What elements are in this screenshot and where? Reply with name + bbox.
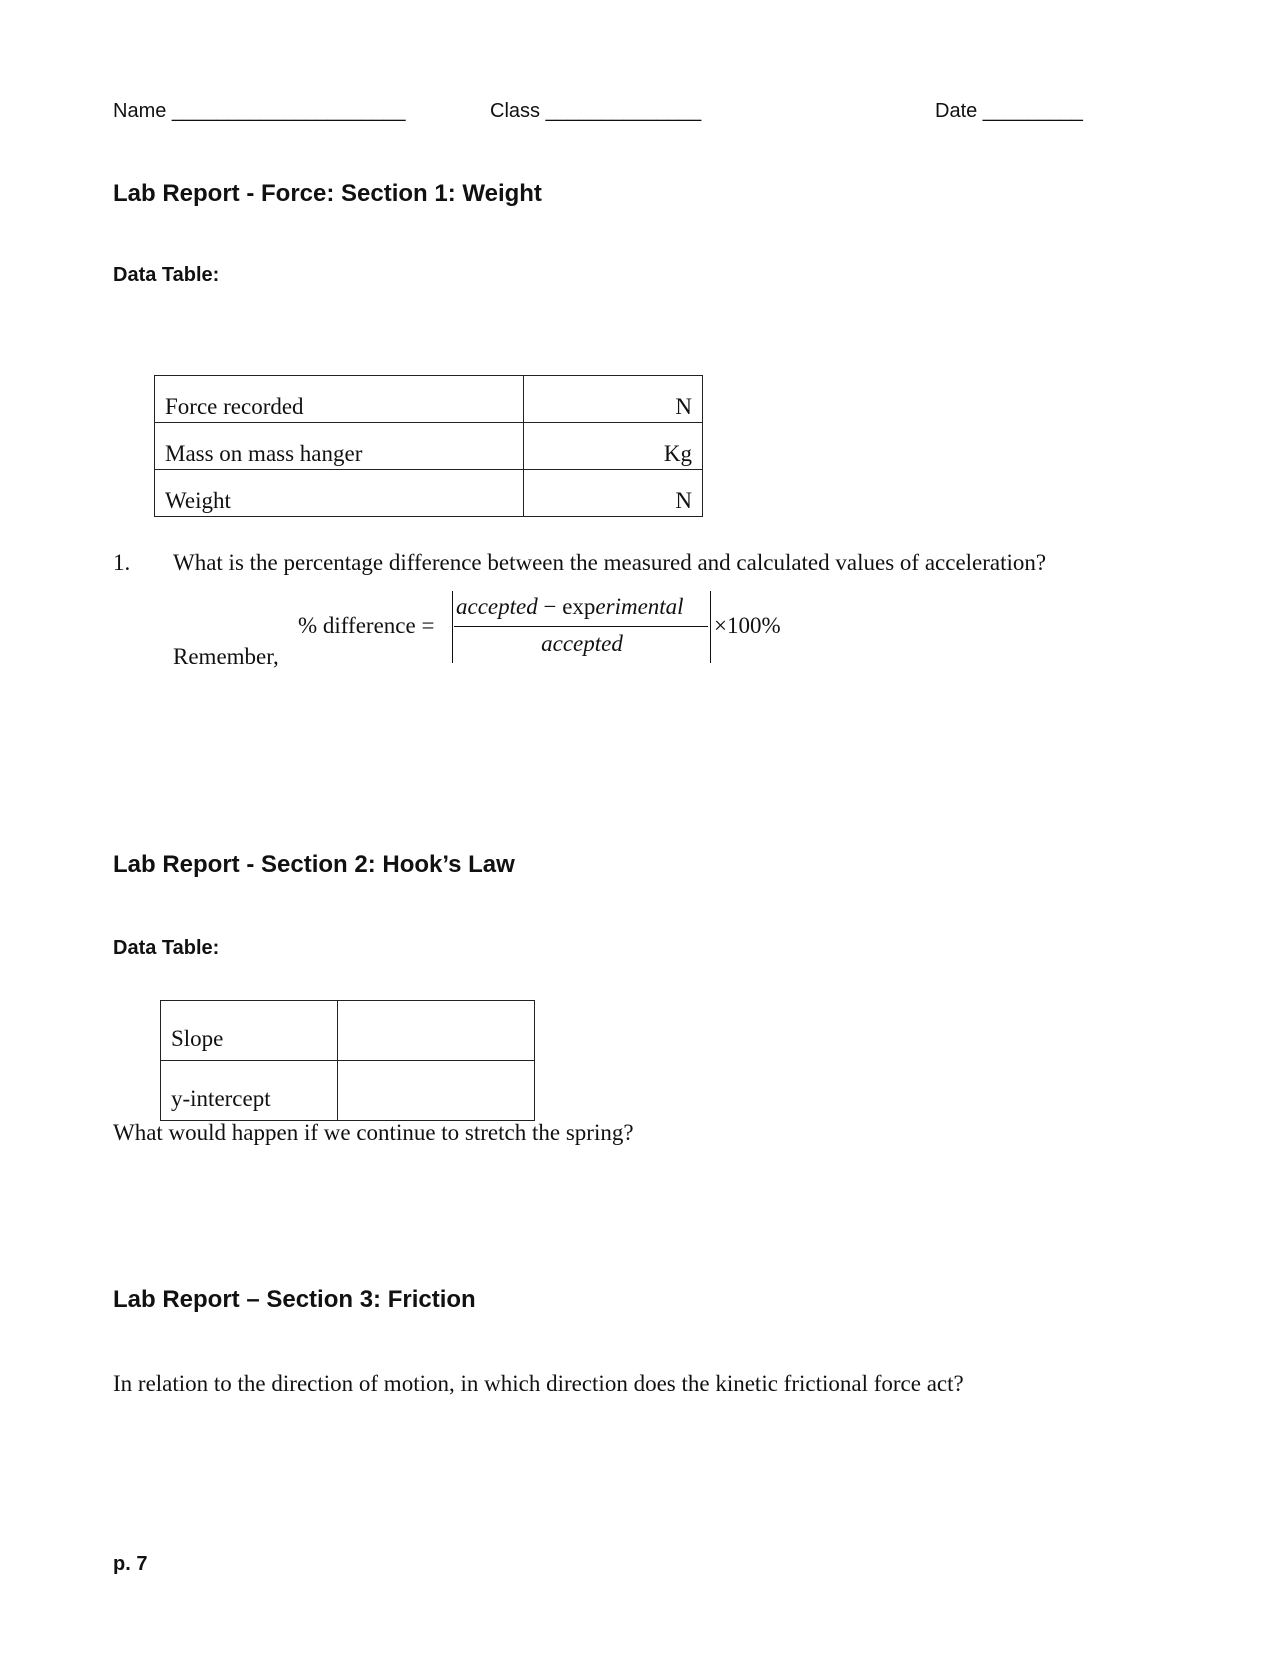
table-row: [155, 423, 703, 470]
table-row: [161, 1001, 535, 1061]
section2-table-label: Data Table:: [113, 937, 220, 959]
slope-label: Slope: [161, 1001, 338, 1061]
formula-numerator: accepted − experimental: [456, 594, 684, 619]
table-row: [155, 376, 703, 423]
section3-question: In relation to the direction of motion, in which direction does the kinetic frictional force act?: [113, 1371, 964, 1396]
page-number: p. 7: [113, 1553, 148, 1575]
y-intercept-value: [338, 1061, 535, 1121]
fraction-line: [454, 626, 708, 627]
question-1-text: What is the percentage difference between the measured and calculated values of acceleration?: [173, 550, 1047, 575]
section3-title: Lab Report – Section 3: Friction: [113, 1286, 476, 1313]
formula-lhs: % difference =: [298, 613, 435, 638]
date-field: Date _________: [935, 100, 1083, 122]
formula-rhs: ×100%: [714, 613, 781, 638]
force-recorded-unit: N: [524, 376, 703, 423]
slope-value: [338, 1001, 535, 1061]
question-1-number: 1.: [113, 550, 131, 575]
class-field: Class ______________: [490, 100, 702, 122]
remember-text: Remember,: [173, 644, 279, 669]
section1-title: Lab Report - Force: Section 1: Weight: [113, 180, 542, 207]
y-intercept-label: y-intercept: [161, 1061, 338, 1121]
absolute-value-bar-right: [710, 591, 711, 663]
mass-on-hanger-label: Mass on mass hanger: [155, 423, 524, 470]
weight-data-table: [154, 375, 703, 517]
mass-on-hanger-unit: Kg: [524, 423, 703, 470]
hooks-law-data-table: [160, 1000, 535, 1121]
table-row: [155, 470, 703, 517]
name-field: Name _____________________: [113, 100, 406, 122]
table-row: [161, 1061, 535, 1121]
absolute-value-bar-left: [452, 591, 453, 663]
section2-question: What would happen if we continue to stretch the spring?: [113, 1120, 634, 1145]
force-recorded-label: Force recorded: [155, 376, 524, 423]
section2-title: Lab Report - Section 2: Hook’s Law: [113, 851, 515, 878]
formula-denominator: accepted: [541, 631, 623, 656]
weight-unit: N: [524, 470, 703, 517]
section1-table-label: Data Table:: [113, 264, 220, 286]
weight-label: Weight: [155, 470, 524, 517]
